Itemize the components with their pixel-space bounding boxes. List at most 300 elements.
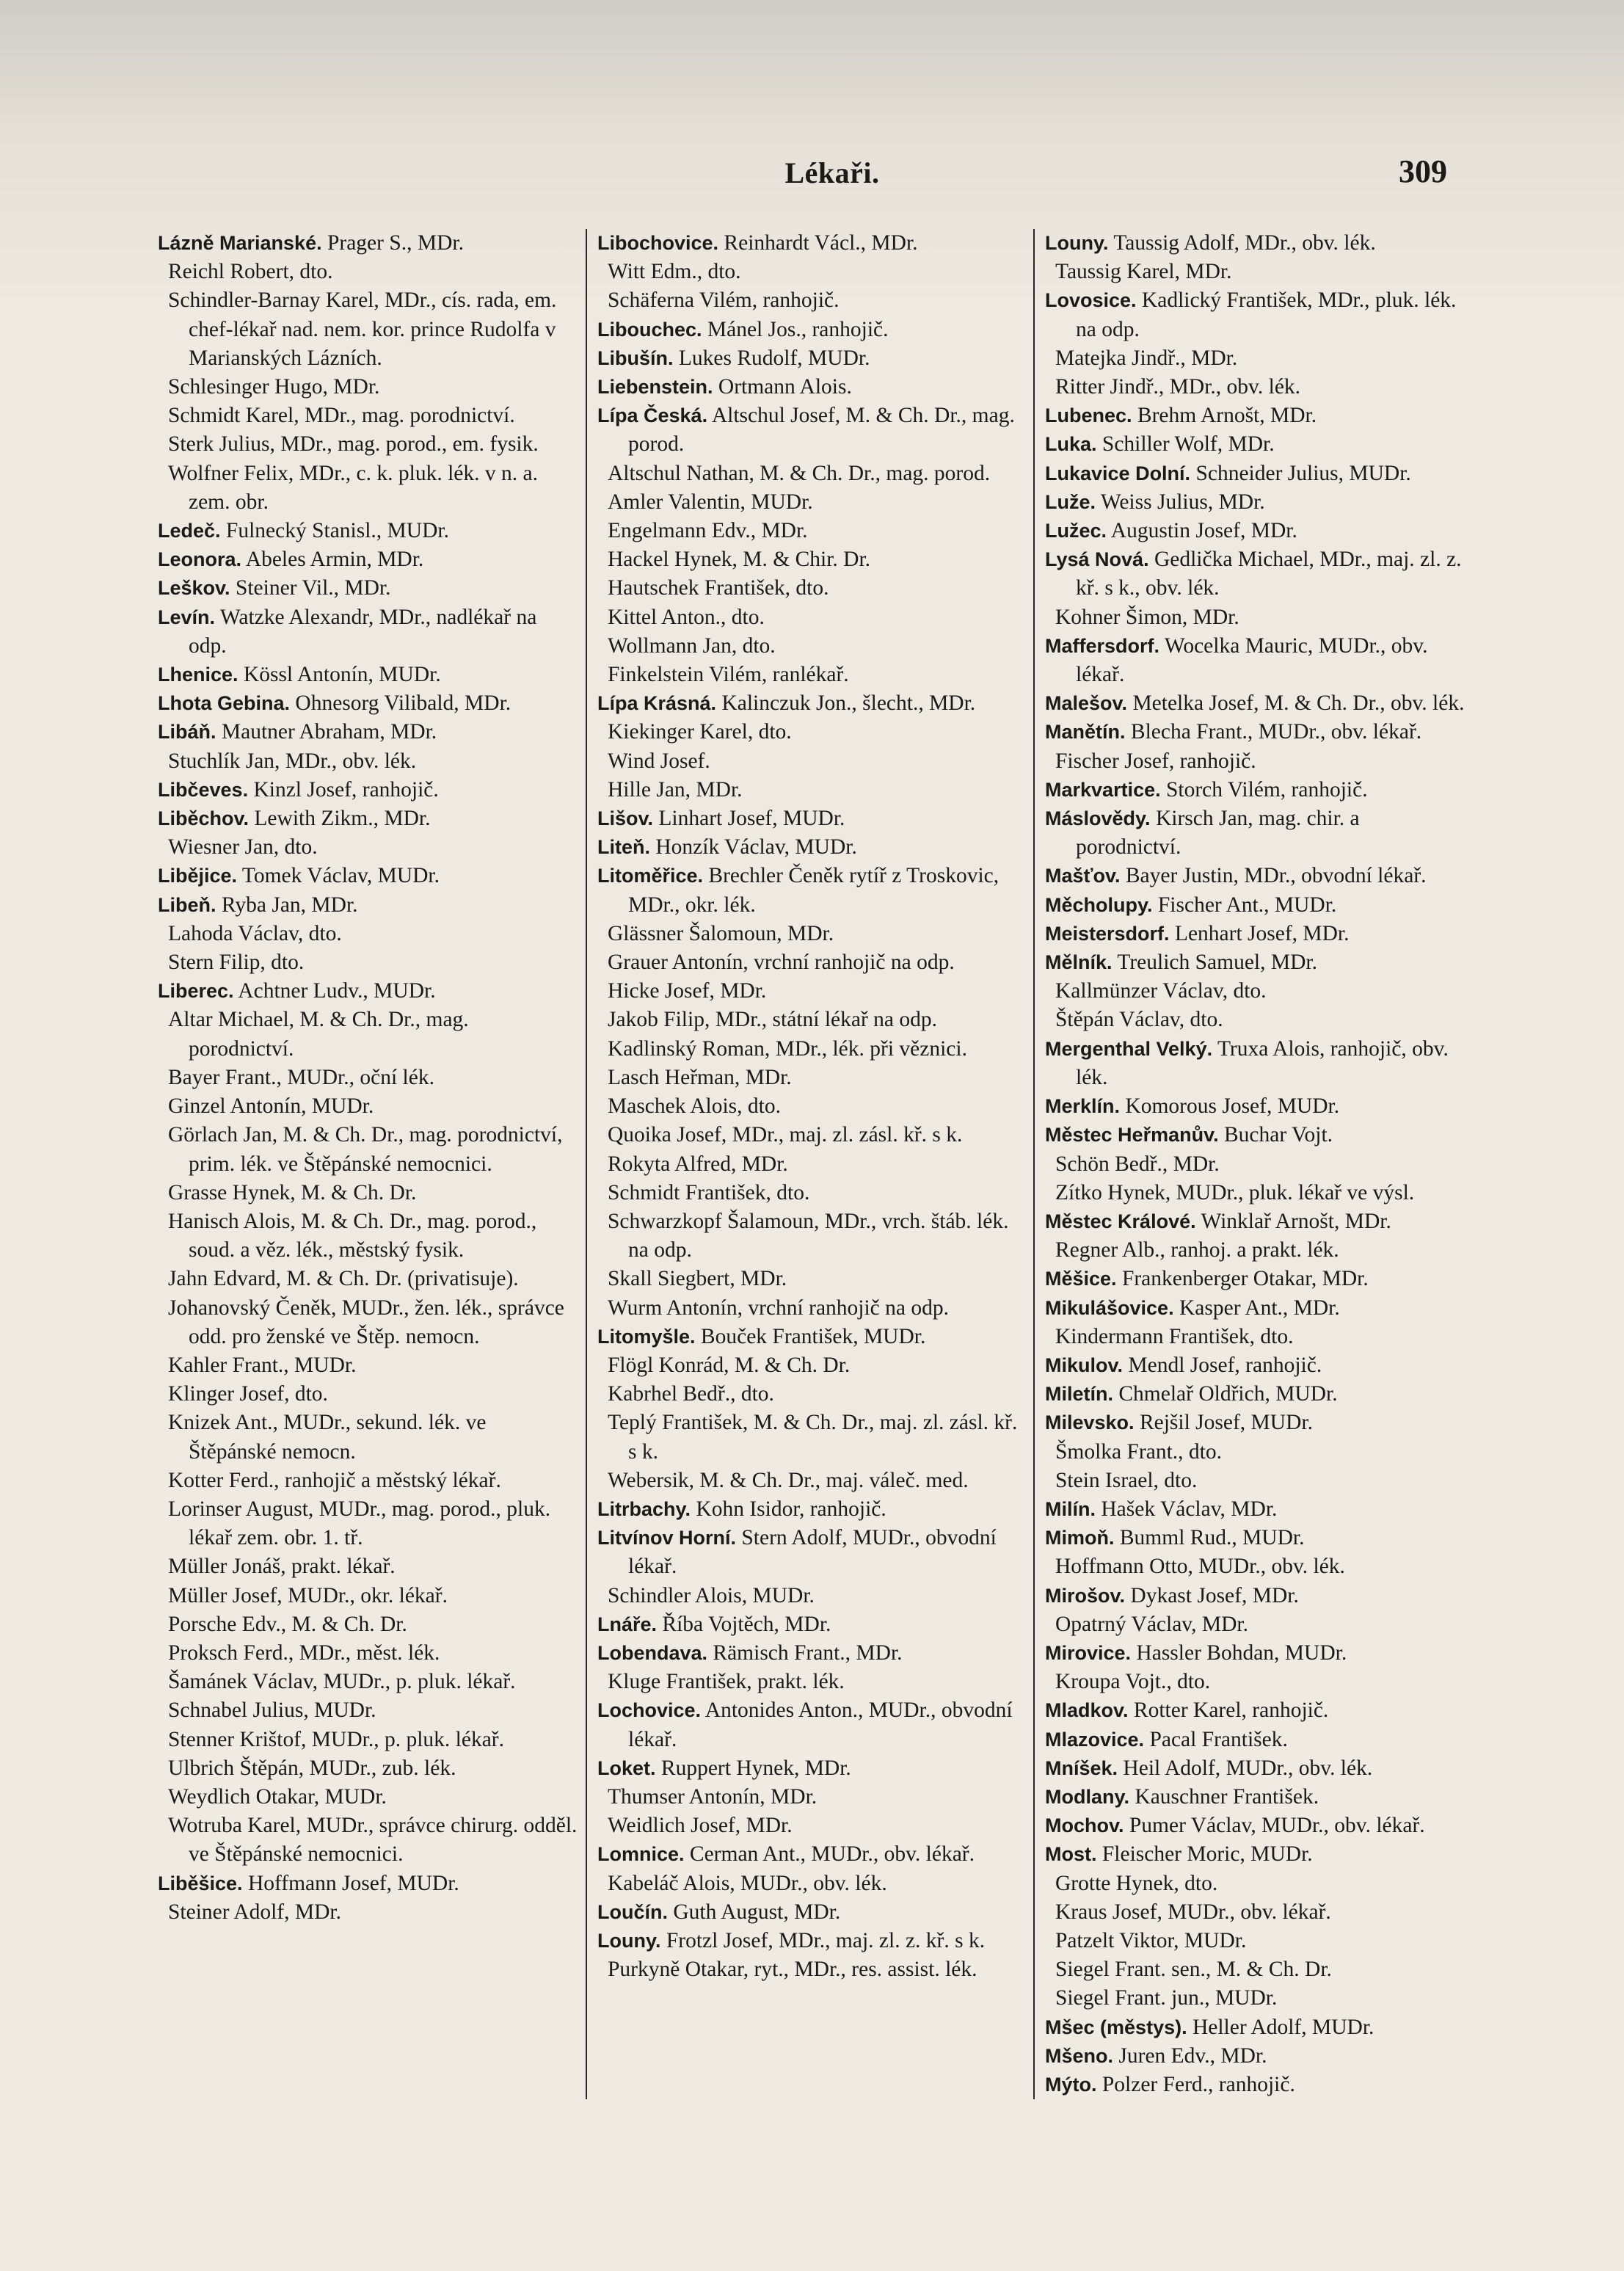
- entry-text: Stenner Krištof, MUDr., p. pluk. lékař.: [168, 1727, 504, 1751]
- entry-text: Quoika Josef, MDr., maj. zl. zásl. kř. s k.: [608, 1123, 963, 1147]
- directory-entry: [158, 948, 579, 977]
- directory-entry: [158, 1898, 579, 1927]
- place-name: Lukavice Dolní.: [1045, 462, 1191, 484]
- entry-text: Schwarzkopf Šalamoun, MDr., vrch. štáb. lék. na odp.: [608, 1209, 1009, 1262]
- entry-text: Linhart Josef, MUDr.: [658, 807, 845, 831]
- directory-entry: [597, 545, 1027, 574]
- directory-entry: [1045, 632, 1467, 689]
- entry-text: Schäferna Vilém, ranhojič.: [608, 288, 840, 313]
- directory-entry: [597, 401, 1027, 459]
- directory-entry: [597, 1582, 1027, 1610]
- directory-entry: [1045, 891, 1467, 920]
- entry-text: Watzke Alexandr, MDr., nadlékař na odp.: [189, 605, 537, 658]
- directory-entry: [597, 948, 1027, 977]
- directory-entry: [597, 1294, 1027, 1323]
- entry-text: Kirsch Jan, mag. chir. a porodnictví.: [1076, 807, 1360, 860]
- entry-text: Maschek Alois, dto.: [608, 1094, 781, 1119]
- entry-text: Kindermann František, dto.: [1055, 1324, 1294, 1348]
- entry-text: Hassler Bohdan, MUDr.: [1136, 1640, 1347, 1665]
- entry-text: Kalinczuk Jon., šlecht., MDr.: [721, 691, 976, 716]
- column-3: [1033, 229, 1474, 2099]
- place-name: Lhota Gebina.: [158, 692, 291, 715]
- entry-text: Mautner Abraham, MDr.: [221, 720, 437, 744]
- directory-entry: [597, 1812, 1027, 1840]
- directory-entry: [1045, 1150, 1467, 1179]
- entry-text: Kadlinský Roman, MDr., lék. při věznici.: [608, 1036, 967, 1061]
- running-title: Lékaři.: [784, 156, 880, 189]
- directory-entry: [1045, 1236, 1467, 1265]
- directory-entry: [597, 804, 1027, 833]
- entry-text: Sterk Julius, MDr., mag. porod., em. fysik.: [168, 432, 539, 457]
- directory-entry: [597, 1927, 1027, 1955]
- entry-text: Ortmann Alois.: [718, 375, 852, 399]
- entry-text: Thumser Antonín, MDr.: [608, 1784, 818, 1809]
- directory-entry: [597, 718, 1027, 746]
- entry-text: Görlach Jan, M. & Ch. Dr., mag. porodnictví, prim. lék. ve Štěpánské nemocnici.: [168, 1123, 563, 1176]
- entry-text: Augustin Josef, MDr.: [1110, 519, 1297, 543]
- entry-text: Schmidt František, dto.: [608, 1180, 810, 1204]
- directory-entry: [597, 1870, 1027, 1898]
- entry-text: Hautschek František, dto.: [608, 576, 829, 600]
- place-name: Mšeno.: [1045, 2044, 1114, 2067]
- place-name: Louny.: [1045, 232, 1109, 254]
- entry-text: Schindler Alois, MUDr.: [608, 1583, 815, 1607]
- place-name: Mšec (městys).: [1045, 2016, 1187, 2038]
- directory-entry: [158, 430, 579, 459]
- directory-entry: [1045, 258, 1467, 286]
- directory-entry: [1045, 459, 1467, 488]
- entry-text: Brechler Čeněk rytíř z Troskovic, MDr., okr. lék.: [628, 864, 999, 917]
- directory-entry: [158, 833, 579, 862]
- entry-text: Kohner Šimon, MDr.: [1055, 605, 1239, 629]
- place-name: Lišov.: [597, 807, 654, 830]
- directory-entry: [1045, 373, 1467, 401]
- directory-entry: [1045, 401, 1467, 430]
- place-name: Lubenec.: [1045, 404, 1132, 427]
- entry-text: Kroupa Vojt., dto.: [1055, 1670, 1211, 1694]
- place-name: Merklín.: [1045, 1095, 1121, 1118]
- directory-entry: [158, 1265, 579, 1293]
- entry-text: Stein Israel, dto.: [1055, 1468, 1198, 1492]
- directory-entry: [597, 1783, 1027, 1812]
- directory-entry: [1045, 1610, 1467, 1639]
- entry-text: Regner Alb., ranhoj. a prakt. lék.: [1055, 1238, 1339, 1262]
- place-name: Máslovědy.: [1045, 807, 1151, 830]
- entry-text: Weidlich Josef, MDr.: [608, 1814, 793, 1838]
- column-1: [151, 229, 586, 2099]
- place-name: Louny.: [597, 1929, 661, 1952]
- place-name: Mimoň.: [1045, 1527, 1115, 1549]
- directory-entry: [1045, 1524, 1467, 1552]
- entry-text: Rejšil Josef, MUDr.: [1139, 1411, 1313, 1435]
- entry-text: Flögl Konrád, M. & Ch. Dr.: [608, 1353, 851, 1377]
- place-name: Markvartice.: [1045, 778, 1161, 801]
- place-name: Lhenice.: [158, 664, 238, 686]
- directory-entry: [158, 661, 579, 689]
- entry-text: Fulnecký Stanisl., MUDr.: [225, 519, 449, 543]
- directory-entry: [597, 1380, 1027, 1409]
- directory-entry: [597, 776, 1027, 804]
- entry-text: Bouček František, MUDr.: [700, 1324, 926, 1348]
- entry-text: Lasch Heřman, MDr.: [608, 1065, 792, 1089]
- column-2: [586, 229, 1033, 2099]
- directory-entry: [597, 1898, 1027, 1927]
- directory-entry: [158, 1552, 579, 1581]
- entry-text: Cerman Ant., MUDr., obv. lékař.: [689, 1842, 975, 1867]
- directory-entry: [158, 545, 579, 574]
- entry-text: Pacal František.: [1149, 1727, 1288, 1751]
- place-name: Mělník.: [1045, 951, 1113, 974]
- entry-text: Kiekinger Karel, dto.: [608, 720, 792, 744]
- entry-text: Knizek Ant., MUDr., sekund. lék. ve Štěpánské nemocn.: [168, 1411, 487, 1464]
- entry-text: Heil Adolf, MUDr., obv. lék.: [1123, 1756, 1373, 1780]
- entry-text: Juren Edv., MDr.: [1118, 2043, 1267, 2068]
- directory-entry: [158, 920, 579, 948]
- directory-entry: [1045, 1726, 1467, 1754]
- entry-text: Antonides Anton., MUDr., obvodní lékař.: [628, 1698, 1013, 1751]
- place-name: Liberec.: [158, 980, 234, 1003]
- directory-entry: [597, 1092, 1027, 1121]
- entry-text: Ryba Jan, MDr.: [221, 893, 358, 917]
- place-name: Libochovice.: [597, 232, 719, 254]
- directory-entry: [158, 1179, 579, 1207]
- entry-text: Lenhart Josef, MDr.: [1174, 921, 1350, 945]
- entry-text: Pumer Václav, MUDr., obv. lékař.: [1129, 1814, 1425, 1838]
- entry-text: Kittel Anton., dto.: [608, 605, 765, 629]
- directory-entry: [597, 1121, 1027, 1149]
- entry-text: Dykast Josef, MDr.: [1130, 1583, 1299, 1607]
- entry-text: Jahn Edvard, M. & Ch. Dr. (privatisuje).: [168, 1267, 519, 1291]
- entry-text: Grotte Hynek, dto.: [1055, 1871, 1218, 1895]
- entry-text: Hille Jan, MDr.: [608, 777, 743, 802]
- entry-text: Skall Siegbert, MDr.: [608, 1267, 787, 1291]
- place-name: Libáň.: [158, 721, 216, 744]
- directory-entry: [158, 1582, 579, 1610]
- entry-text: Říba Vojtěch, MDr.: [662, 1612, 831, 1636]
- entry-text: Hanisch Alois, M. & Ch. Dr., mag. porod., soud. a věz. lék., městský fysik.: [168, 1209, 537, 1262]
- place-name: Malešov.: [1045, 692, 1128, 715]
- entry-text: Prager S., MDr.: [327, 231, 464, 255]
- directory-entry: [158, 1121, 579, 1178]
- directory-entry: [158, 286, 579, 373]
- place-name: Lázně Marianské.: [158, 232, 322, 254]
- directory-entry: [1045, 1984, 1467, 2013]
- entry-text: Kluge František, prakt. lék.: [608, 1670, 845, 1694]
- directory-entry: [158, 1610, 579, 1639]
- directory-entry: [1045, 1323, 1467, 1351]
- entry-text: Steiner Vil., MDr.: [235, 576, 391, 600]
- entry-text: Grasse Hynek, M. & Ch. Dr.: [168, 1180, 417, 1204]
- place-name: Měcholupy.: [1045, 893, 1153, 916]
- directory-entry: [1045, 1668, 1467, 1696]
- directory-entry: [1045, 1870, 1467, 1898]
- entry-text: Šamánek Václav, MUDr., p. pluk. lékař.: [168, 1670, 516, 1694]
- place-name: Městec Králové.: [1045, 1210, 1196, 1232]
- entry-text: Bayer Justin, MDr., obvodní lékař.: [1125, 864, 1427, 888]
- directory-entry: [158, 401, 579, 430]
- entry-text: Müller Jonáš, prakt. lékař.: [168, 1555, 396, 1579]
- entry-text: Stern Filip, dto.: [168, 951, 305, 975]
- place-name: Libeň.: [158, 893, 216, 916]
- entry-text: Müller Josef, MUDr., okr. lékař.: [168, 1583, 448, 1607]
- entry-text: Hackel Hynek, M. & Chir. Dr.: [608, 548, 871, 572]
- directory-entry: [597, 1754, 1027, 1783]
- entry-text: Wind Josef.: [608, 749, 710, 773]
- directory-entry: [158, 1064, 579, 1092]
- entry-text: Siegel Frant. jun., MUDr.: [1055, 1986, 1278, 2010]
- directory-entry: [1045, 286, 1467, 344]
- directory-entry: [158, 1294, 579, 1351]
- entry-text: Glässner Šalomoun, MDr.: [608, 921, 834, 945]
- directory-entry: [597, 1524, 1027, 1581]
- place-name: Levín.: [158, 606, 216, 628]
- directory-entry: [158, 1351, 579, 1380]
- directory-entry: [158, 1754, 579, 1783]
- directory-entry: [1045, 718, 1467, 746]
- entry-text: Blecha Frant., MUDr., obv. lékař.: [1130, 720, 1422, 744]
- place-name: Mikulov.: [1045, 1353, 1124, 1376]
- directory-entry: [1045, 545, 1467, 603]
- place-name: Lomnice.: [597, 1843, 685, 1866]
- directory-entry: [597, 1409, 1027, 1466]
- directory-entry: [1045, 1696, 1467, 1725]
- entry-text: Hicke Josef, MDr.: [608, 979, 767, 1003]
- entry-text: Finkelstein Vilém, ranlékař.: [608, 663, 849, 687]
- directory-entry: [1045, 430, 1467, 459]
- place-name: Lnáře.: [597, 1613, 658, 1635]
- entry-text: Stuchlík Jan, MDr., obv. lék.: [168, 749, 417, 773]
- directory-entry: [1045, 1380, 1467, 1409]
- place-name: Měšice.: [1045, 1268, 1117, 1290]
- entry-text: Truxa Alois, ranhojič, obv. lék.: [1076, 1036, 1449, 1089]
- entry-text: Opatrný Václav, MDr.: [1055, 1612, 1248, 1636]
- directory-entry: [597, 1179, 1027, 1207]
- entry-text: Hašek Václav, MDr.: [1101, 1497, 1278, 1521]
- directory-entry: [597, 632, 1027, 661]
- directory-entry: [158, 517, 579, 545]
- directory-entry: [1045, 1582, 1467, 1610]
- place-name: Lípa Česká.: [597, 404, 708, 427]
- directory-entry: [158, 1207, 579, 1265]
- directory-entry: [597, 689, 1027, 718]
- directory-entry: [597, 574, 1027, 603]
- entry-text: Ohnesorg Vilibald, MDr.: [295, 691, 511, 716]
- directory-entry: [597, 1668, 1027, 1696]
- entry-text: Bayer Frant., MUDr., oční lék.: [168, 1065, 434, 1089]
- directory-entry: [1045, 1265, 1467, 1293]
- directory-entry: [1045, 977, 1467, 1006]
- entry-text: Teplý František, M. & Ch. Dr., maj. zl. zásl. kř. s k.: [608, 1411, 1018, 1464]
- directory-entry: [597, 1351, 1027, 1380]
- entry-text: Wotruba Karel, MUDr., správce chirurg. odděl. ve Štěpánské nemocnici.: [168, 1814, 578, 1867]
- directory-entry: [158, 1409, 579, 1466]
- entry-text: Fischer Ant., MUDr.: [1157, 893, 1337, 917]
- directory-entry: [597, 517, 1027, 545]
- place-name: Loučín.: [597, 1900, 668, 1923]
- entry-text: Komorous Josef, MUDr.: [1125, 1094, 1340, 1119]
- directory-entry: [597, 747, 1027, 776]
- directory-entry: [1045, 1467, 1467, 1495]
- directory-entry: [1045, 1121, 1467, 1149]
- place-name: Lužec.: [1045, 520, 1107, 542]
- directory-entry: [1045, 920, 1467, 948]
- directory-entry: [1045, 1351, 1467, 1380]
- page-number: 309: [1399, 153, 1447, 189]
- place-name: Milín.: [1045, 1497, 1096, 1520]
- entry-text: Zítko Hynek, MUDr., pluk. lékař ve výsl.: [1055, 1180, 1415, 1204]
- directory-entry: [158, 1783, 579, 1812]
- directory-entry: [1045, 1955, 1467, 1984]
- directory-entry: [158, 891, 579, 920]
- directory-entry: [1045, 517, 1467, 545]
- place-name: Litomyšle.: [597, 1325, 696, 1348]
- directory-entry: [1045, 1552, 1467, 1581]
- place-name: Most.: [1045, 1843, 1097, 1866]
- directory-entry: [597, 1006, 1027, 1034]
- entry-text: Patzelt Viktor, MUDr.: [1055, 1928, 1247, 1952]
- entry-text: Brehm Arnošt, MDr.: [1137, 404, 1317, 428]
- directory-entry: [597, 1323, 1027, 1351]
- directory-entry: [597, 833, 1027, 862]
- directory-entry: [1045, 1812, 1467, 1840]
- directory-entry: [597, 1150, 1027, 1179]
- entry-text: Tomek Václav, MUDr.: [241, 864, 440, 888]
- place-name: Manětín.: [1045, 721, 1126, 744]
- entry-text: Ruppert Hynek, MDr.: [660, 1756, 851, 1780]
- entry-text: Wiesner Jan, dto.: [168, 835, 318, 860]
- entry-text: Wocelka Mauric, MUDr., obv. lékař.: [1076, 633, 1428, 687]
- place-name: Libějice.: [158, 865, 238, 887]
- directory-entry: [597, 862, 1027, 919]
- place-name: Libčeves.: [158, 778, 249, 801]
- place-name: Lovosice.: [1045, 289, 1137, 312]
- entry-text: Polzer Ferd., ranhojič.: [1102, 2073, 1295, 2096]
- place-name: Mladkov.: [1045, 1699, 1129, 1722]
- directory-entry: [597, 1495, 1027, 1524]
- place-name: Mochov.: [1045, 1814, 1124, 1837]
- directory-entry: [1045, 804, 1467, 862]
- directory-entry: [597, 373, 1027, 401]
- entry-text: Wolfner Felix, MDr., c. k. pluk. lék. v n. a. zem. obr.: [168, 461, 538, 514]
- directory-entry: [1045, 1898, 1467, 1927]
- directory-entry: [1045, 603, 1467, 632]
- directory-entry: [158, 1726, 579, 1754]
- directory-entry: [158, 747, 579, 776]
- directory-entry: [158, 977, 579, 1006]
- entry-text: Porsche Edv., M. & Ch. Dr.: [168, 1612, 407, 1636]
- directory-entry: [1045, 1495, 1467, 1524]
- directory-entry: [1045, 1927, 1467, 1955]
- place-name: Liběšice.: [158, 1872, 243, 1894]
- entry-text: Honzík Václav, MUDr.: [655, 835, 857, 860]
- directory-entry: [158, 1668, 579, 1696]
- entry-text: Reichl Robert, dto.: [168, 260, 333, 284]
- entry-text: Altschul Josef, M. & Ch. Dr., mag. porod.: [628, 404, 1015, 457]
- directory-entry: [158, 804, 579, 833]
- directory-entry: [597, 1610, 1027, 1639]
- place-name: Litvínov Horní.: [597, 1527, 736, 1549]
- entry-text: Schneider Julius, MUDr.: [1195, 461, 1411, 485]
- entry-text: Witt Edm., dto.: [608, 260, 741, 284]
- directory-entry: [1045, 1035, 1467, 1092]
- entry-text: Storch Vilém, ranhojič.: [1165, 777, 1368, 802]
- entry-text: Weiss Julius, MDr.: [1100, 490, 1265, 514]
- entry-text: Mánel Jos., ranhojič.: [707, 317, 889, 341]
- place-name: Ledeč.: [158, 520, 221, 542]
- entry-text: Ginzel Antonín, MUDr.: [168, 1094, 374, 1119]
- entry-text: Webersik, M. & Ch. Dr., maj. váleč. med.: [608, 1468, 969, 1492]
- entry-text: Buchar Vojt.: [1223, 1123, 1333, 1147]
- place-name: Leškov.: [158, 577, 230, 600]
- entry-text: Gedlička Michael, MDr., maj. zl. z. kř. s k., obv. lék.: [1076, 548, 1462, 600]
- directory-entry: [1045, 1639, 1467, 1668]
- directory-entry: [158, 1812, 579, 1869]
- directory-entry: [597, 488, 1027, 517]
- directory-entry: [597, 1064, 1027, 1092]
- directory-entry: [1045, 1006, 1467, 1034]
- directory-entry: [597, 1639, 1027, 1668]
- entry-text: Reinhardt Václ., MDr.: [724, 231, 918, 255]
- place-name: Loket.: [597, 1756, 656, 1779]
- entry-text: Guth August, MDr.: [673, 1900, 841, 1924]
- directory-columns: [151, 229, 1474, 2099]
- directory-entry: [1045, 2071, 1467, 2099]
- directory-entry: [597, 1955, 1027, 1984]
- directory-entry: [597, 258, 1027, 286]
- directory-entry: [1045, 689, 1467, 718]
- directory-entry: [597, 344, 1027, 373]
- entry-text: Wollmann Jan, dto.: [608, 633, 776, 658]
- entry-text: Štěpán Václav, dto.: [1055, 1008, 1223, 1032]
- entry-text: Abeles Armin, MDr.: [245, 548, 424, 572]
- directory-entry: [597, 1696, 1027, 1754]
- entry-text: Bumml Rud., MUDr.: [1119, 1526, 1305, 1550]
- directory-entry: [158, 459, 579, 517]
- directory-entry: [158, 574, 579, 603]
- entry-text: Rämisch Frant., MDr.: [713, 1640, 903, 1665]
- place-name: Lobendava.: [597, 1641, 708, 1664]
- directory-entry: [158, 1380, 579, 1409]
- directory-entry: [158, 603, 579, 661]
- entry-text: Achtner Ludv., MUDr.: [238, 979, 436, 1003]
- place-name: Lochovice.: [597, 1699, 702, 1722]
- entry-text: Kohn Isidor, ranhojič.: [696, 1497, 886, 1521]
- entry-text: Kasper Ant., MDr.: [1179, 1296, 1340, 1320]
- entry-text: Kinzl Josef, ranhojič.: [253, 777, 439, 802]
- place-name: Mašťov.: [1045, 865, 1121, 887]
- directory-entry: [158, 1467, 579, 1495]
- directory-entry: [1045, 229, 1467, 258]
- entry-text: Lahoda Václav, dto.: [168, 921, 342, 945]
- entry-text: Wurm Antonín, vrchní ranhojič na odp.: [608, 1296, 949, 1320]
- place-name: Mýto.: [1045, 2074, 1097, 2096]
- entry-text: Rokyta Alfred, MDr.: [608, 1152, 788, 1176]
- directory-entry: [597, 977, 1027, 1006]
- directory-entry: [597, 1035, 1027, 1064]
- place-name: Městec Heřmanův.: [1045, 1124, 1219, 1147]
- directory-entry: [597, 603, 1027, 632]
- entry-text: Engelmann Edv., MDr.: [608, 519, 808, 543]
- place-name: Mirošov.: [1045, 1584, 1126, 1607]
- entry-text: Stern Adolf, MUDr., obvodní lékař.: [628, 1526, 997, 1579]
- entry-text: Rotter Karel, ranhojič.: [1133, 1698, 1329, 1723]
- entry-text: Kraus Josef, MUDr., obv. lékař.: [1055, 1900, 1331, 1924]
- directory-entry: [1045, 948, 1467, 977]
- entry-text: Jakob Filip, MDr., státní lékař na odp.: [608, 1008, 938, 1032]
- entry-text: Schnabel Julius, MUDr.: [168, 1698, 376, 1723]
- entry-text: Lukes Rudolf, MUDr.: [678, 346, 870, 370]
- entry-text: Kadlický František, MDr., pluk. lék. na odp.: [1076, 288, 1457, 341]
